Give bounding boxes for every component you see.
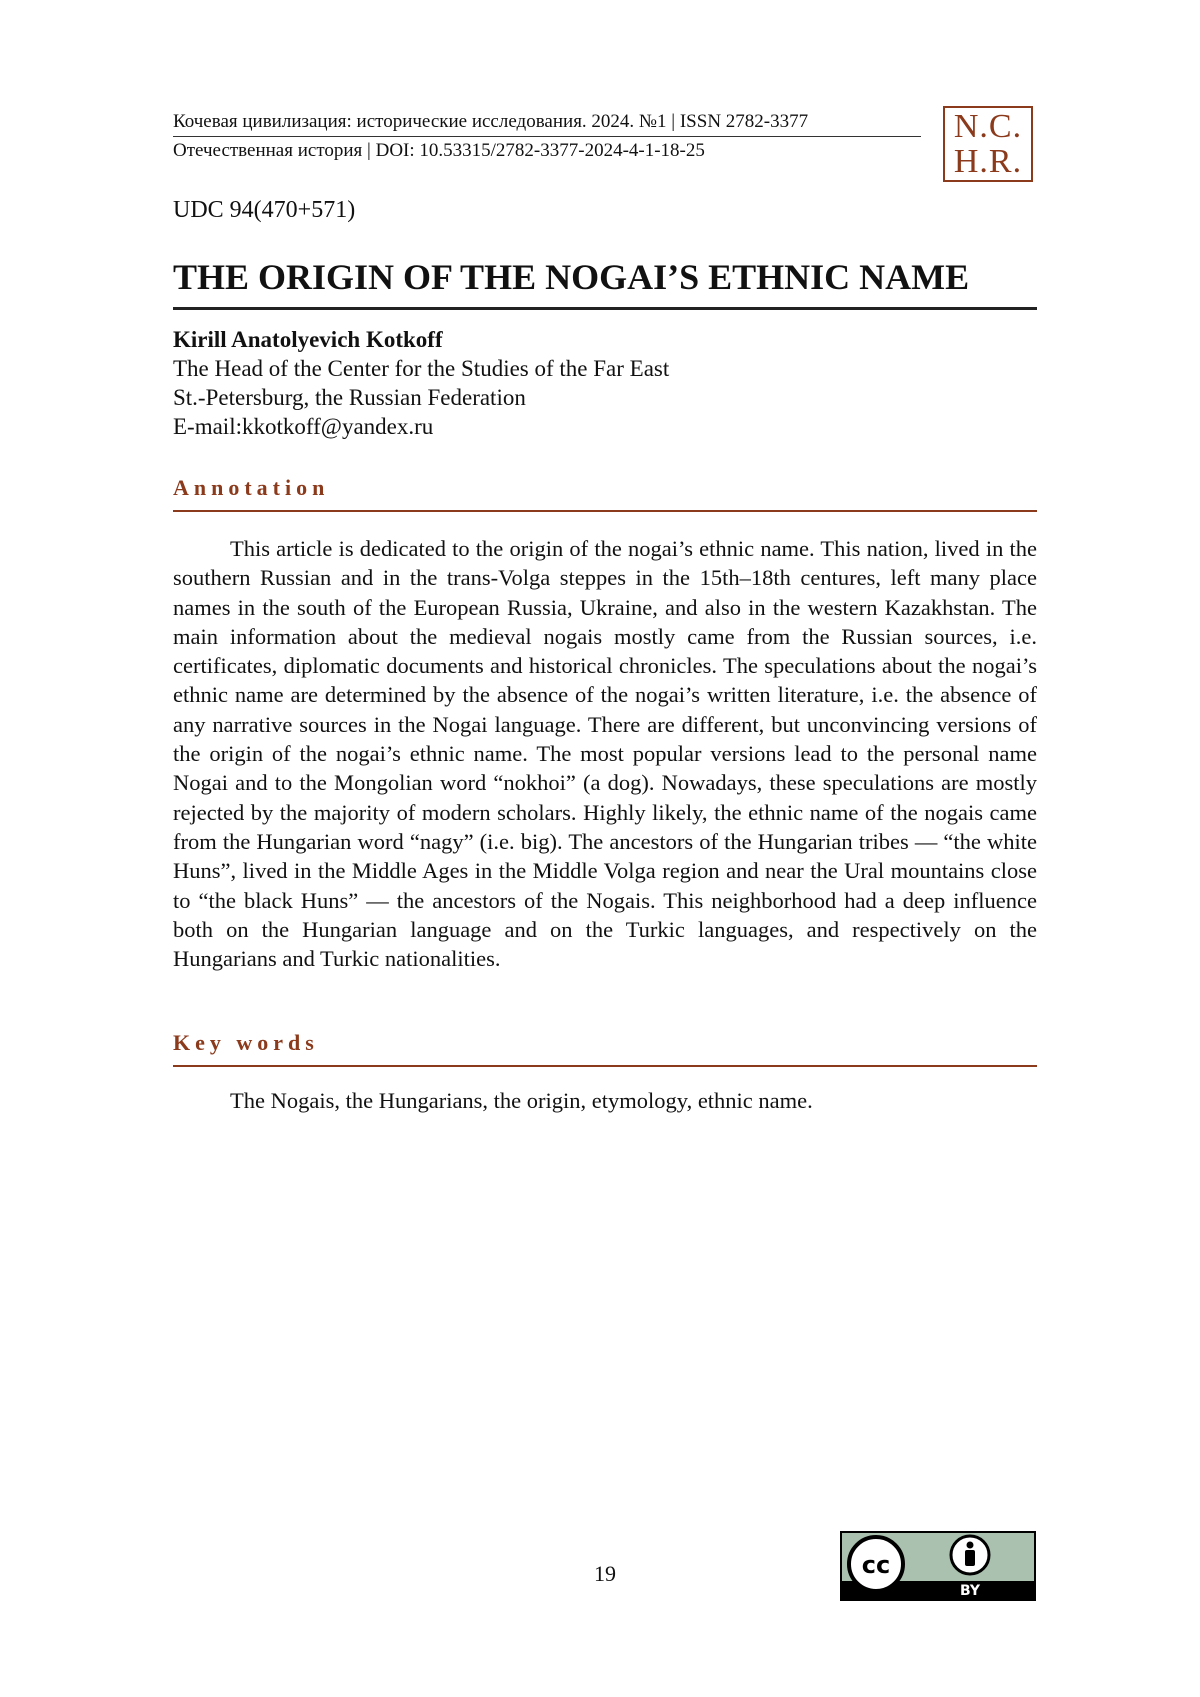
author-block <box>173 325 669 441</box>
journal-logo <box>943 106 1033 182</box>
author-position: The Head of the Center for the Studies of the Far East <box>173 356 670 381</box>
annotation-heading: Annotation <box>173 474 1037 512</box>
keywords-heading: Key words <box>173 1029 1037 1067</box>
logo-text-bottom: H.R. <box>953 143 1023 180</box>
author-name: Kirill Anatolyevich Kotkoff <box>173 327 443 352</box>
attribution-icon <box>951 1536 989 1574</box>
author-location: St.-Petersburg, the Russian Federation <box>173 385 526 410</box>
cc-by-license-badge[interactable] <box>840 1531 1036 1601</box>
cc-by-icons <box>840 1531 1036 1601</box>
journal-citation: Кочевая цивилизация: исторические исследования. 2024. №1 | ISSN 2782-3377 <box>173 110 921 137</box>
cc-icon <box>849 1537 903 1591</box>
article-title: THE ORIGIN OF THE NOGAI’S ETHNIC NAME <box>173 255 1037 310</box>
annotation-text: This article is dedicated to the origin of the nogai’s ethnic name. This nation, lived in the southern Russian and in the trans-Volga steppes in the 15th–18th centures, left many place names in the south of the European Russia, Ukraine, and also in the western Kazakhstan. The main information about the medieval nogais mostly came from the Russian sources, i.e. certificates, diplomatic documents and historical chronicles. The speculations about the nogai’s ethnic name are determined by the absence of the nogai’s written literature, i.e. the absence of any narrative sources in the Nogai language. There are different, but unconvincing versions of the origin of the nogai’s ethnic name. The most popular versions lead to the personal name Nogai and to the Mongolian word “nokhoi” (a dog). Nowadays, these speculations are mostly rejected by the majority of modern scholars. Highly likely, the ethnic name of the nogais came from the Hungarian word “nagy” (i.e. big). The ancestors of the Hungarian tribes — “the white Huns”, lived in the Middle Ages in the Middle Volga region and near the Ural mountains close to “the black Huns” — the ancestors of the Nogais. This neighborhood had a deep influence both on the Hungarian language and on the Turkic languages, and respectively on the Hungarians and Turkic nationalities. <box>173 536 1037 972</box>
page-number: 19 <box>594 1561 616 1586</box>
udc-code: UDC 94(470+571) <box>173 197 356 223</box>
license-label: BY <box>959 1583 981 1599</box>
annotation-body <box>173 534 1037 973</box>
author-email[interactable]: E-mail:kkotkoff@yandex.ru <box>173 414 434 439</box>
journal-section-doi: Отечественная история | DOI: 10.53315/2782-3377-2024-4-1-18-25 <box>173 140 705 161</box>
journal-header <box>173 106 1037 186</box>
keywords-text: The Nogais, the Hungarians, the origin, etymology, ethnic name. <box>230 1088 813 1113</box>
logo-text-top: N.C. <box>953 108 1023 145</box>
svg-text:cc: cc <box>861 1551 891 1579</box>
